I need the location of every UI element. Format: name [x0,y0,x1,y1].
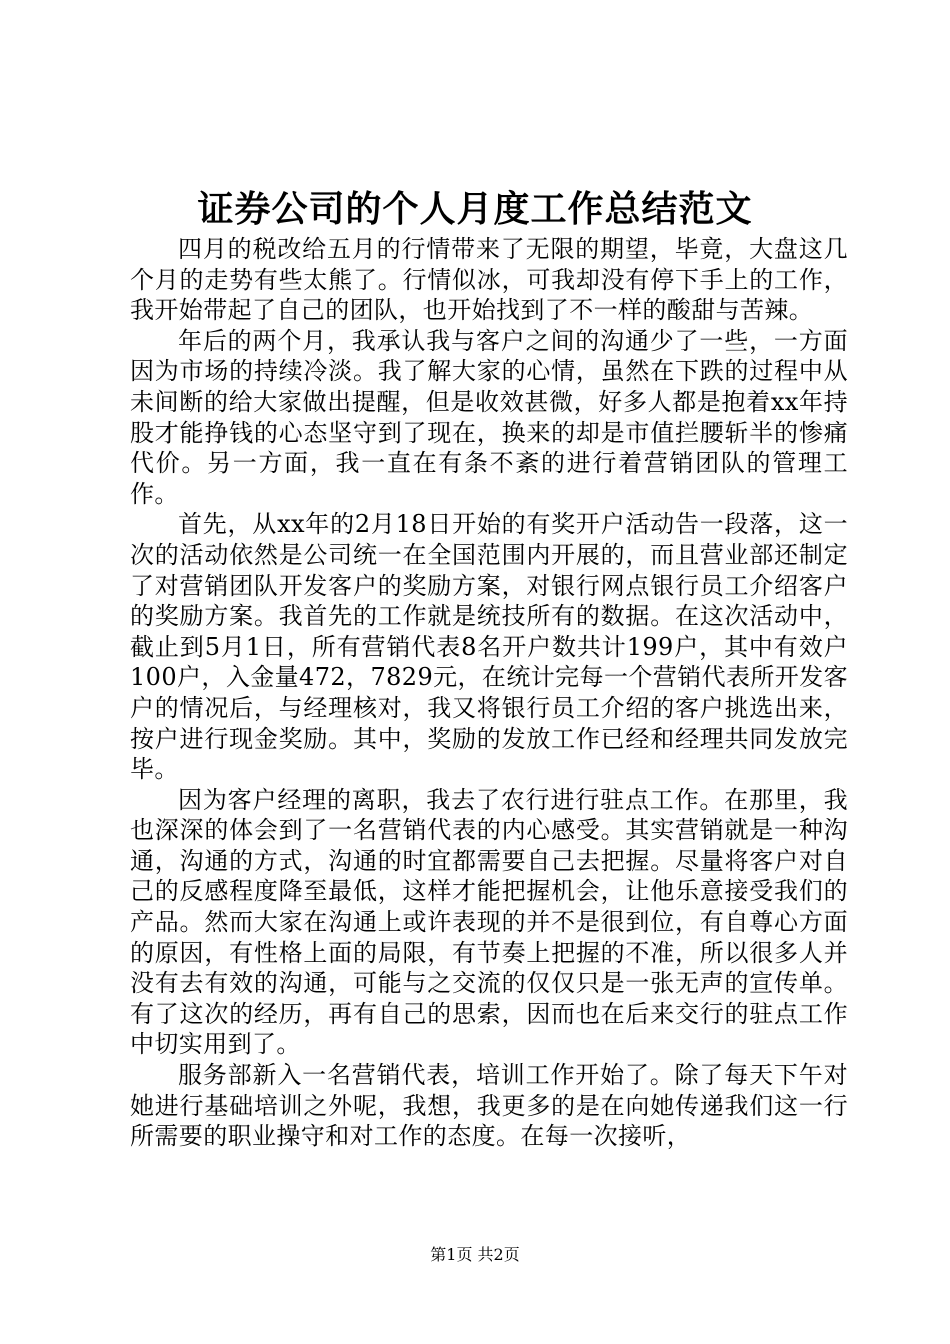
paragraph-3: 首先，从xx年的2月18日开始的有奖开户活动告一段落，这一次的活动依然是公司统一在全国范围内开展的，而且营业部还制定了对营销团队开发客户的奖励方案，对银行网点银行员工介绍客户的奖励方案。我首先的工作就是统技所有的数据。在这次活动中，截止到5月1日，所有营销代表8名开户数共计199户，其中有效户100户，入金量472，7829元，在统计完每一个营销代表所开发客户的情况后，与经理核对，我又将银行员工介绍的客户挑选出来，按户进行现金奖励。其中，奖励的发放工作已经和经理共同发放完毕。 [130,510,848,784]
document-body [130,234,848,1152]
document-title: 证券公司的个人月度工作总结范文 [197,188,753,230]
paragraph-2: 年后的两个月，我承认我与客户之间的沟通少了一些，一方面因为市场的持续冷淡。我了解大家的心情，虽然在下跌的过程中从未间断的给大家做出提醒，但是收效甚微，好多人都是抱着xx年持股才能挣钱的心态坚守到了现在，换来的却是市值拦腰斩半的惨痛代价。另一方面，我一直在有条不紊的进行着营销团队的管理工作。 [130,326,848,508]
paragraph-4: 因为客户经理的离职，我去了农行进行驻点工作。在那里，我也深深的体会到了一名营销代表的内心感受。其实营销就是一种沟通，沟通的方式，沟通的时宜都需要自己去把握。尽量将客户对自己的反感程度降至最低，这样才能把握机会，让他乐意接受我们的产品。然而大家在沟通上或许表现的并不是很到位，有自尊心方面的原因，有性格上面的局限，有节奏上把握的不准，所以很多人并没有去有效的沟通，可能与之交流的仅仅只是一张无声的宣传单。有了这次的经历，再有自己的思索，因而也在后来交行的驻点工作中切实用到了。 [130,785,848,1059]
page-footer: 第1页 共2页 [430,1245,520,1264]
paragraph-5: 服务部新入一名营销代表，培训工作开始了。除了每天下午对她进行基础培训之外呢，我想，我更多的是在向她传递我们这一行所需要的职业操守和对工作的态度。在每一次接听， [130,1061,848,1151]
paragraph-1: 四月的税改给五月的行情带来了无限的期望，毕竟，大盘这几个月的走势有些太熊了。行情似冰，可我却没有停下手上的工作，我开始带起了自己的团队，也开始找到了不一样的酸甜与苦辣。 [130,235,848,325]
